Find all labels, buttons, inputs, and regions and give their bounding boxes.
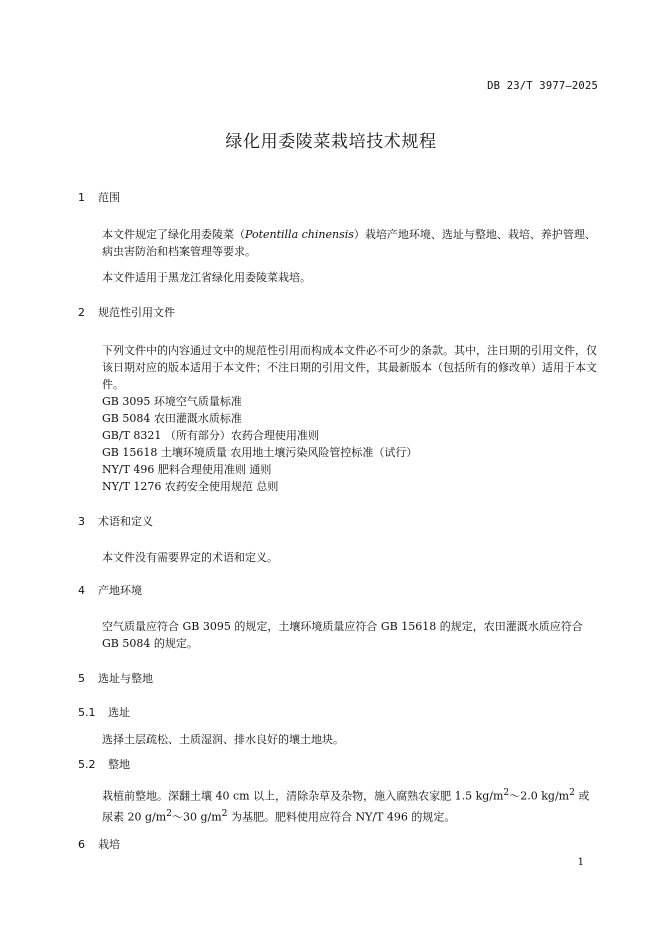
standard-code: DB 23/T 3977—2025: [487, 80, 598, 92]
page-number: 1: [577, 857, 584, 868]
section-title: 范围: [98, 191, 120, 204]
section-2-heading: [78, 306, 175, 320]
section-6-heading: [78, 838, 120, 852]
section-3-heading: [78, 515, 153, 529]
section-title: 术语和定义: [98, 515, 153, 528]
reference-item: GB 5084 农田灌溉水质标准: [102, 412, 242, 425]
section-number: 5.2: [78, 758, 96, 771]
section-number: 5: [78, 672, 85, 685]
section-1-paragraph-1: 本文件规定了绿化用委陵菜（Potentilla chinensis）栽培产地环境、选址与整地、栽培、养护管理、病虫害防治和档案管理等要求。: [102, 228, 596, 258]
section-2-intro: 下列文件中的内容通过文中的规范性引用而构成本文件必不可少的条款。其中，注日期的引用文件，仅该日期对应的版本适用于本文件；不注日期的引用文件，其最新版本（包括所有的修改单）适用于本文件。: [102, 344, 597, 391]
section-number: 3: [78, 515, 85, 528]
section-title: 整地: [108, 758, 130, 771]
section-number: 5.1: [78, 706, 96, 719]
section-5-heading: [78, 672, 153, 686]
section-title: 产地环境: [98, 584, 142, 597]
section-title: 栽培: [98, 838, 120, 851]
section-5-2-heading: [78, 758, 130, 772]
section-3-paragraph: 本文件没有需要界定的术语和定义。: [102, 551, 278, 564]
reference-item: GB 3095 环境空气质量标准: [102, 395, 242, 408]
reference-item: NY/T 1276 农药安全使用规范 总则: [102, 480, 279, 493]
section-title: 选址: [108, 706, 130, 719]
reference-item: GB 15618 土壤环境质量 农用地土壤污染风险管控标准（试行）: [102, 446, 418, 459]
reference-item: GB/T 8321 （所有部分）农药合理使用准则: [102, 429, 319, 442]
section-4-paragraph: 空气质量应符合 GB 3095 的规定，土壤环境质量应符合 GB 15618 的规定，农田灌溉水质应符合 GB 5084 的规定。: [102, 620, 583, 650]
reference-item: NY/T 496 肥料合理使用准则 通则: [102, 463, 272, 476]
section-4-heading: [78, 584, 142, 598]
section-number: 4: [78, 584, 85, 597]
section-1-heading: [78, 191, 120, 205]
section-1-paragraph-2: 本文件适用于黑龙江省绿化用委陵菜栽培。: [102, 271, 311, 284]
section-5-1-heading: [78, 706, 130, 720]
section-5-1-paragraph: 选择土层疏松、土质湿润、排水良好的壤土地块。: [102, 733, 344, 746]
section-5-2-paragraph: 栽植前整地。深翻土壤 40 cm 以上，清除杂草及杂物，施入腐熟农家肥 1.5 $kg/m^2\sim 2.0$ $kg/m^2$ 或尿素 20 $g/m^2\sim 30$ $g/m^2$ 为基肥。肥料使用应符合 NY/T 496 的规定。: [102, 787, 590, 824]
section-number: 2: [78, 306, 85, 319]
section-number: 6: [78, 838, 85, 851]
latin-name: Potentilla chinensis: [245, 228, 354, 241]
section-title: 规范性引用文件: [98, 306, 175, 319]
document-title: 绿化用委陵菜栽培技术规程: [225, 132, 437, 152]
section-title: 选址与整地: [98, 672, 153, 685]
section-number: 1: [78, 191, 85, 204]
